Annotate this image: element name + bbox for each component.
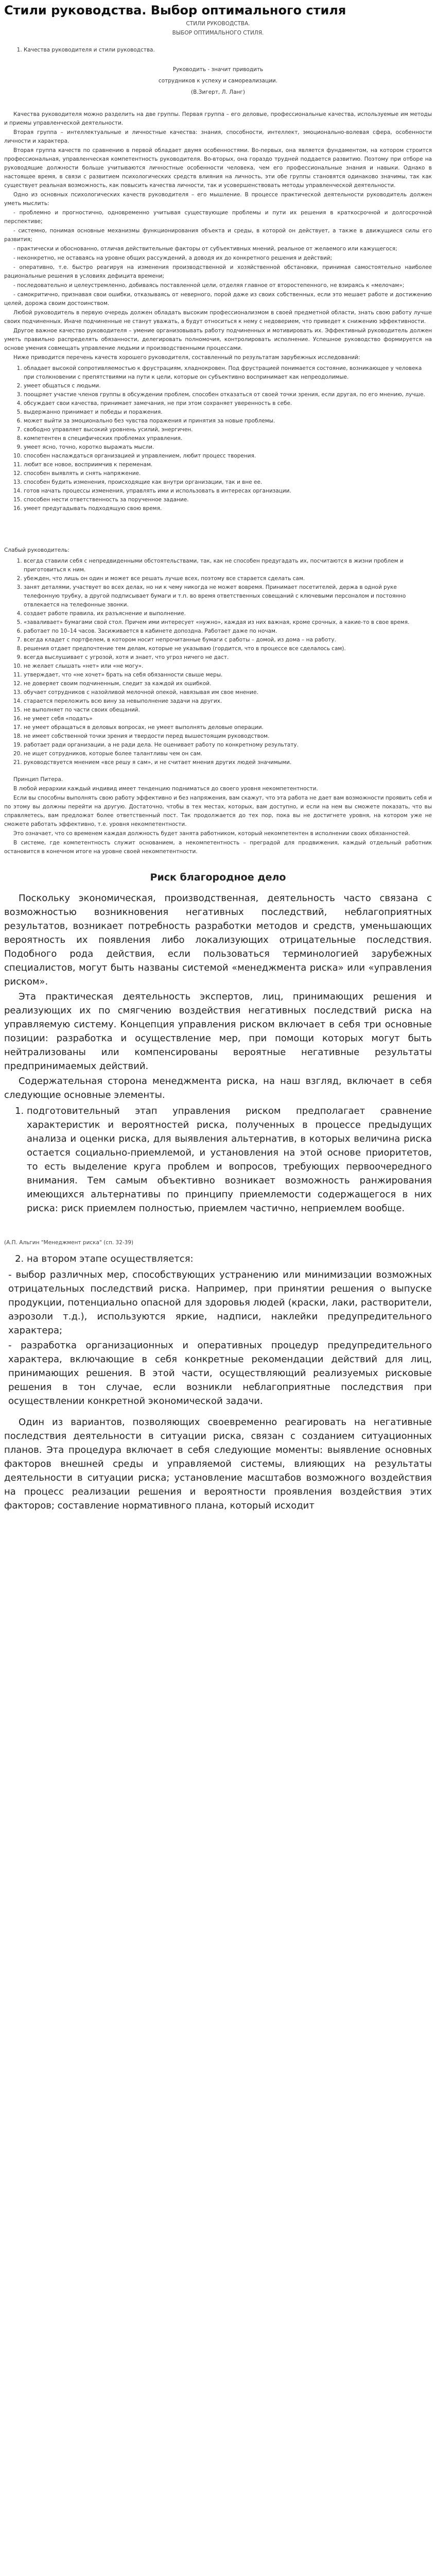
list-item: 13. способен будить изменения, происходящие как внутри организации, так и вне ее.: [24, 478, 432, 487]
list-item: 9. умеет ясно, точно, коротко выражать мысли.: [24, 443, 432, 452]
epigraph-author: (В.Зигерт, Л. Ланг): [190, 89, 245, 95]
paragraph: Поскольку экономическая, производственная, деятельность часто связана с возможностью возникновения негативных последствий, неблагоприятных результатов, возникает потребность разработки методов и средств, уменьшающих вероятность их появления либо локализующих отрицательные последствия. Подобного рода действия, если пользоваться терминологией зарубежных специалистов, могут быть названы системой «менеджмента риска» или «управления риском».: [4, 892, 432, 987]
page-title: Стили руководства. Выбор оптимального стиля: [4, 3, 346, 18]
paragraph: Другое важное качество руководителя – умение организовывать работу подчиненных и мотивировать их. Эффективный руководитель должен уметь правильно распределять обязанности, делегировать полномочия, контролировать исполнение. Успешное руководство формируется на основе умения совмещать управление людьми и производственными процессами.: [4, 327, 432, 351]
list-item: 11. любит все новое, восприимчив к переменам.: [24, 461, 432, 469]
paragraph: Содержательная сторона менеджмента риска, на наш взгляд, включает в себя следующие основные элементы.: [4, 1075, 432, 1100]
list-item: 16. умеет предугадывать подходящую свою время.: [24, 504, 432, 513]
list-item: - неконкретно, не оставаясь на уровне общих рассуждений, а доводя их до конкретного решения и действий;: [13, 255, 333, 261]
list-item: 8. решения отдает предпочтение тем делам, которые не указываю (гордится, что в процессе все сделалось сам).: [24, 645, 432, 653]
paragraph: Вторая группа – интеллектуальные и личностные качества: знания, способности, интеллект, эмоционально-волевая сфера, особенности личности и характера.: [4, 129, 432, 144]
paragraph: В любой иерархии каждый индивид имеет тенденцию подниматься до своего уровня некомпетентности.: [13, 785, 318, 792]
list-item: - оперативно, т.е. быстро реагируя на изменения производственной и хозяйственной обстановки, принимая самостоятельно наиболее рациональные решения в условиях дефицита времени;: [4, 264, 432, 279]
list-item: 14. старается переложить всю вину за невыполнение задачи на других.: [24, 697, 432, 706]
list-item: 17. не умеет обращаться в деловых вопросах, не умеет выполнять деловые операции.: [24, 723, 432, 732]
paragraph: В системе, где компетентность служит основанием, а некомпетентность – преградой для продвижения, каждый отдельный работник остановится в конечном итоге на уровне своей некомпетентности.: [4, 839, 432, 855]
list-item: 10. не желает слышать «нет» или «не могу».: [24, 662, 432, 671]
list-item: 13. обучает сотрудников с назойливой мелочной опекой, навязывая им свое мнение.: [24, 688, 432, 697]
paragraph: Это означает, что со временем каждая должность будет занята работником, который некомпетентен в исполнении своих обязанностей.: [13, 830, 410, 837]
weak-leader-intro: Слабый руководитель:: [4, 547, 69, 553]
list-item: 7. свободно управляет высокий уровнень усилий, энергичен.: [24, 426, 432, 434]
list-item: 8. компетентен в специфических проблемах управления.: [24, 434, 432, 443]
part1-body: [4, 110, 432, 856]
list-item: 19. работает ради организации, а не ради дела. Не оценивает работу по конкретному результату.: [24, 741, 432, 750]
list-item: 3. занят деталями, участвует во всех делах, но ни к чему никогда не может вовремя. Принимает посетителей, держа в одной руке телефонную трубку, а другой подписывает бумаги и т.п. во время ответственных совещаний с ключевыми персоналом и постоянно отвлекается на телефонные звонки.: [24, 583, 432, 609]
list-item: - самокритично, признавая свои ошибки, отказываясь от неверного, порой даже из своих собственных, если это мешает работе и достижению целей, дорожа своим достоинством.: [4, 291, 432, 307]
list-item: 10. способен наслаждаться организацией и управлением, любит процесс творения.: [24, 452, 432, 461]
list-item: 9. всегда выслушивает с угрозой, хотя и знает, что угроз ничего не даст.: [24, 653, 432, 662]
list-item: 4. создает работе правила, их разъяснение и выполнение.: [24, 609, 432, 618]
list-item: 7. всегда кладет с портфелем, в котором носит непрочитанные бумаги с работы – домой, из дома – на работу.: [24, 636, 432, 645]
section-title-risk: Риск благородное дело: [150, 871, 286, 883]
paragraph: Один из вариантов, позволяющих своевременно реагировать на негативные последствия деятельности в ситуации риска, связан с созданием ситуационных планов. Эта процедура включает в себя следующие моменты: выявление основных факторов внешней среды и управляемой системы, влияющих на результаты деятельности в ситуации риска; установление масштабов возможного воздействия на процесс реализации решения и вероятности проявления воздействия этих факторов; составление нормативного плана, который исходит: [4, 1416, 432, 1511]
list-item: 14. готов начать процессы изменения, управлять ими и использовать в интересах организации.: [24, 487, 432, 496]
paragraph: Любой руководитель в первую очередь должен обладать высоким профессионализмом в своей предметной области, знать свою работу лучше своих подчиненных. Иначе подчиненные не станут уважать, а будут относиться к нему с недоверием, что приведет к снижению эффективности.: [4, 309, 432, 325]
footnote: (А.П. Альгин "Менеджмент риска" (сп. 32-39): [4, 1239, 134, 1246]
paragraph: Эта практическая деятельность экспертов, лиц, принимающих решения и реализующих их по смягчению воздействия негативных последствий риска на управляемую систему. Концепция управления риском включает в себя три основные позиции: разработка и осуществление мер, при помощи которых могут быть нейтрализованы или компенсированы вероятные негативные результаты предпринимаемых действий.: [4, 991, 432, 1072]
epigraph: [4, 64, 432, 98]
paragraph: Качества руководителя можно разделить на две группы. Первая группа – его деловые, профессиональные качества, используемые им методы и приемы управленческой деятельности.: [4, 111, 432, 126]
list-item: - разработка организационных и оперативных процедур предупредительного характера, включающие в себя конкретные рекомендации действий для лиц, принимающих решения. В этой части, осуществляющий реализуемых рисковые решения в тон случае, если возникли неблагоприятные последствия при осуществлении конкретной экономической задачи.: [8, 1340, 432, 1406]
epigraph-line-2: сотрудников к успеху и самореализации.: [158, 77, 278, 84]
peter-principle-title: Принцип Питера.: [13, 776, 63, 783]
list-item: - выбор различных мер, способствующих устранению или минимизации возможных отрицательных последствий риска. Например, при принятии решения о выпуске продукции, потенциально опасной для здоровья людей (краски, лаки, растворители, аэрозоли т.д.), используются яркие, надписи, наклейки предупредительного характера;: [8, 1269, 432, 1336]
list-item: 1. подготовительный этап управления риском предполагает сравнение характеристик и вероятностей риска, полученных в процессе предыдущих анализа и оценки риска, для выявления альтернатив, в которых величина риска остается социально-приемлемой, и установления на этой основе приоритетов, то есть выделение круга проблем и вопросов, требующих первоочередного внимания. Тем самым объективно возникает возможность ранжирования имеющихся альтернативы по принципу приемлемости содержащегося в них риска: риск приемлем полностью, приемлем частично, неприемлем вообще.: [27, 1104, 432, 1215]
list-item: - проблемно и прогностично, одновременно учитывая существующие проблемы и пути их решения в краткосрочной и долгосрочной перспективе;: [4, 209, 432, 225]
list-item: 5. «заваливает» бумагами свой стол. Причем ими интересует «нужно», каждая из них важная, кроме срочных, а какие-то в свое время.: [24, 618, 432, 627]
list-item: 15. способен нести ответственность за порученное задание.: [24, 496, 432, 504]
second-stage-heading: 2. на втором этапе осуществляется:: [27, 1252, 432, 1266]
list-item: - системно, понимая основные механизмы функционирования объекта и среды, в которой он действует, а также в движущиеся силы его развития;: [4, 227, 432, 243]
list-item: 11. утверждает, что «не хочет» брать на себя обязанности свыше меры.: [24, 671, 432, 680]
list-item: 2. умеет общаться с людьми.: [24, 382, 432, 391]
list-item: 6. работает по 10–14 часов. Засиживается в кабинете допоздна. Работает даже по ночам.: [24, 627, 432, 636]
list-item: 20. не ищет сотрудников, которые более талантливы чем он сам.: [24, 750, 432, 758]
subtitle-line-1: СТИЛИ РУКОВОДСТВА.: [186, 20, 250, 27]
list-item: 4. обсуждает свои качества, принимает замечания, не при этом сохраняет уверенность в себе.: [24, 399, 432, 408]
paragraph: Ниже приводится перечень качеств хорошего руководителя, составленный по результатам зарубежных исследований:: [13, 354, 360, 361]
list-item: 5. выдержанно принимает и победы и поражения.: [24, 408, 432, 417]
list-item: - практически и обоснованно, отличая действительные факторы от субъективных мнений, реальное от желаемого или кажущегося;: [13, 245, 397, 252]
paragraph: Вторая группа качеств по сравнению в первой обладает двумя особенностями. Во-первых, она является фундаментом, на котором строится профессиональная, управленческая компетентность руководителя. Во-вторых, она гораздо трудней поддается развитию. Поэтому при отборе на руководящие должности больше учитываются личностные особенности человека, чем его профессиональные знания и навыки. Однако в настоящее время, в связи с развитием психологических средств влияния на личность, эти обе группы становятся одинаково значимы, так как существует реальная возможность, как повысить качества личности, так и усовершенствовать методы управленческой деятельности.: [4, 147, 432, 189]
list-item: 1. всегда ставили себя с непредвиденными обстоятельствами, так, как не способен предугадать их, посчитаются в жизни проблем и приготовиться к ним.: [24, 557, 432, 574]
list-item: - последовательно и целеустремленно, добиваясь поставленной цели, отделяя главное от второстепенного, не взираясь к «мелочам»;: [13, 282, 405, 289]
list-item: 2. убежден, что лишь он один и может все решать лучше всех, поэтому все старается сделать сам.: [24, 574, 432, 583]
table-of-contents: [4, 46, 432, 55]
list-item: 12. способен выявлять и снять напряжение.: [24, 469, 432, 478]
list-item: 6. может выйти за эмоционально без чувства поражения и принятия за новые проблемы.: [24, 417, 432, 426]
epigraph-line-1: Руководить - значит приводить: [172, 66, 264, 73]
list-item: 3. поощряет участие членов группы в обсуждении проблем, способен отказаться от своей точки зрения, если другая, по его мнению, лучше.: [24, 391, 432, 399]
list-item: 16. не умеет себя «подать»: [24, 715, 432, 723]
paragraph: Одно из основных психологических качеств руководителя – его мышление. В процессе практической деятельности руководитель должен уметь мыслить:: [4, 191, 432, 207]
list-item: 15. не выполняет по части своих обещаний.: [24, 706, 432, 715]
part2-body: [4, 891, 432, 1513]
list-item: 1. обладает высокой сопротивляемостью к фрустрациям, хладнокровен. Под фрустрацией понимается состояние, возникающее у человека при столкновении с препятствиями на пути к цели, которые он субъективно воспринимает как непреодолимые.: [24, 364, 432, 382]
list-item: 12. не доверяет своим подчиненным, следит за каждой их ошибкой.: [24, 680, 432, 688]
toc-item: 1. Качества руководителя и стили руководства.: [24, 46, 432, 55]
list-item: 21. руководствуется мнением «все решу я сам», и не считает мнения других людей значимыми.: [24, 758, 432, 767]
subtitle-line-2: ВЫБОР ОПТИМАЛЬНОГО СТИЛЯ.: [172, 29, 264, 36]
paragraph: Если вы способны выполнять свою работу эффективно и без напряжения, вам скажут, что эта работа не дает вам возможности проявить себя и по этому вы должны перейти на другую. Достаточно, чтобы в тех местах, которых, вам доступно, и если на нем вы сможете показать, что вы справляетесь, вам предложат более ответственный пост. Так продолжается до тех пор, пока вы не достигнете уровня, на котором уже не сможете работать эффективно, т.е. уровня некомпетентности.: [4, 794, 432, 827]
list-item: 18. не имеет собственной точки зрения и твердости перед вышестоящим руководством.: [24, 732, 432, 741]
